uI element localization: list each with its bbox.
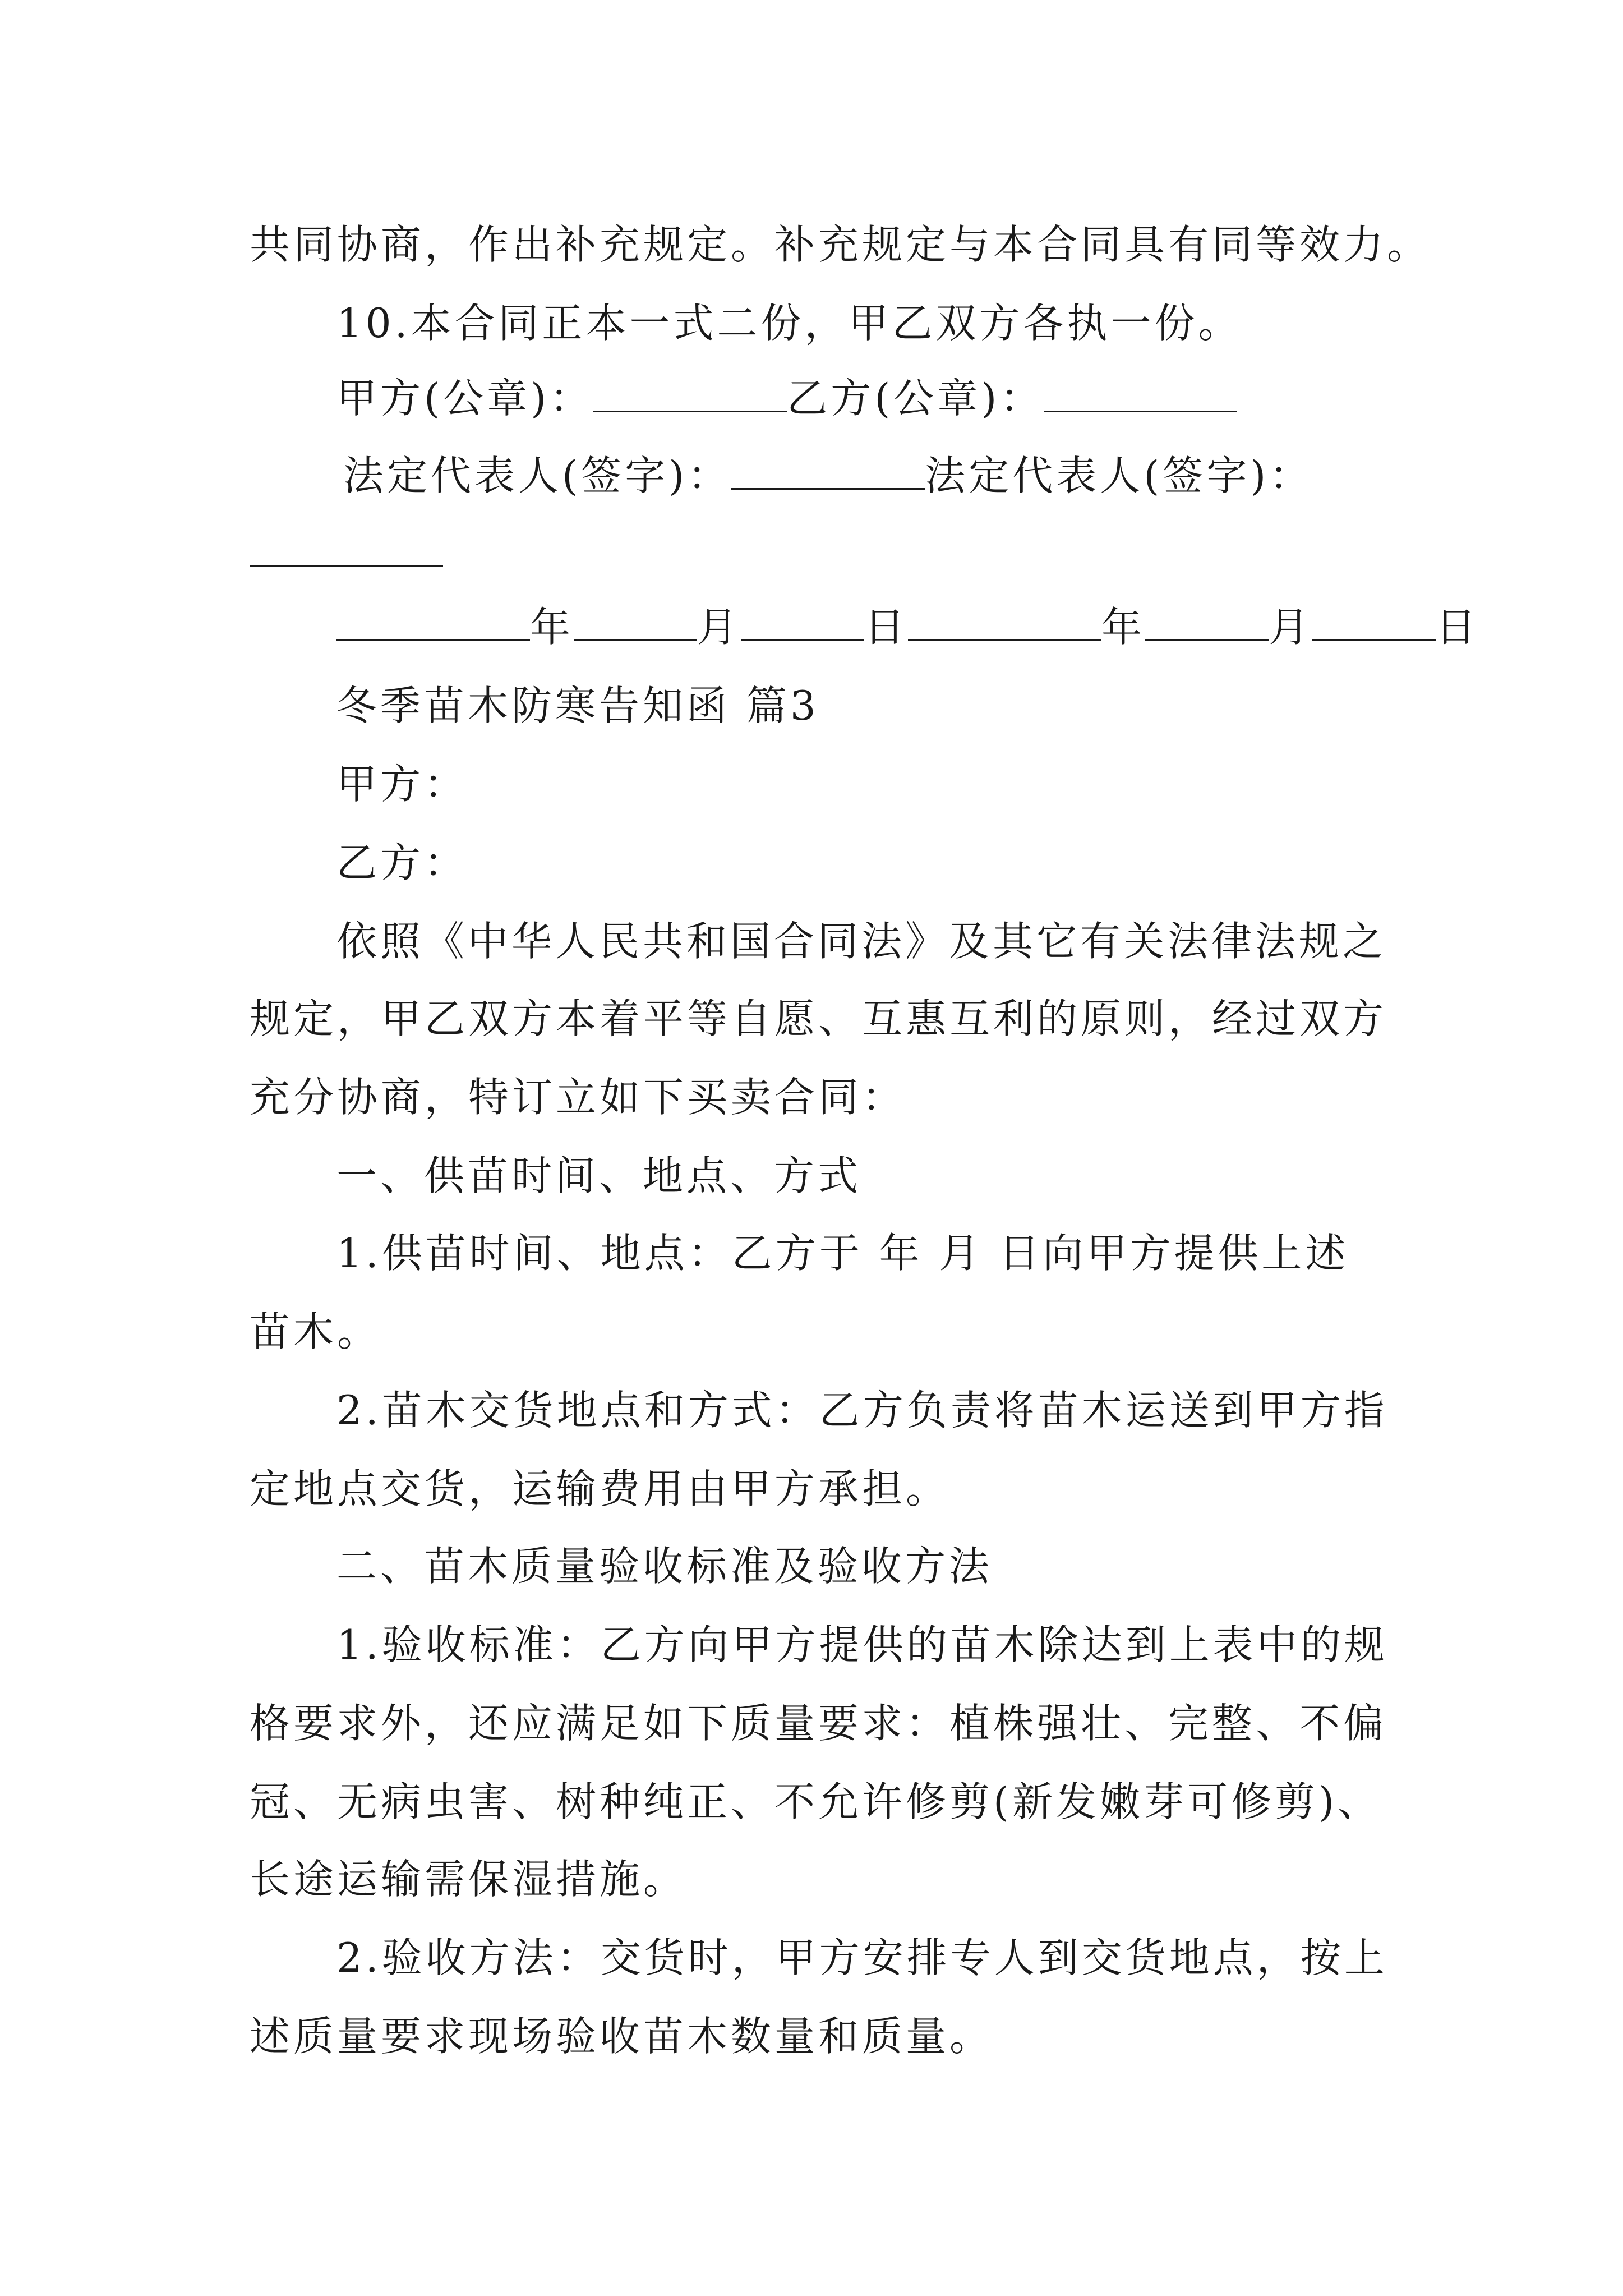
party-b-seal-label: 乙方(公章)： [787, 375, 1044, 422]
signature-line [343, 449, 1313, 503]
year-blank [336, 600, 530, 641]
seal-line [336, 371, 1237, 425]
party-a-seal-label: 甲方(公章)： [336, 375, 594, 422]
section-heading: 冬季苗木防寒告知函 篇3 [336, 682, 819, 729]
party-b-line: 乙方： [336, 839, 468, 886]
text-line: 苗木。 [250, 1308, 381, 1355]
day-label: 日 [864, 604, 909, 651]
party-b-rep-blank [250, 565, 443, 567]
text-line: 规定，甲乙双方本着平等自愿、互惠互利的原则，经过双方 [250, 995, 1387, 1042]
text-line: 述质量要求现场验收苗木数量和质量。 [250, 2013, 994, 2060]
text-line: 格要求外，还应满足如下质量要求：植株强壮、完整、不偏 [250, 1700, 1387, 1747]
text-line: 充分协商，特订立如下买卖合同： [250, 1074, 906, 1121]
year-blank [908, 600, 1101, 641]
year-label: 年 [1101, 604, 1146, 651]
date-line [336, 600, 1479, 654]
text-line: 1.验收标准：乙方向甲方提供的苗木除达到上表中的规 [336, 1621, 1388, 1668]
day-label: 日 [1436, 604, 1480, 651]
party-a-rep-label: 法定代表人(签字)： [343, 452, 732, 499]
month-blank [1145, 600, 1269, 641]
party-b-rep-label: 法定代表人(签字)： [925, 452, 1313, 499]
party-b-seal-blank [1044, 371, 1237, 412]
text-line: 共同协商，作出补充规定。补充规定与本合同具有同等效力。 [250, 221, 1431, 268]
clause-heading: 二、苗木质量验收标准及验收方法 [336, 1543, 993, 1590]
text-line: 1.供苗时间、地点：乙方于 年 月 日向甲方提供上述 [336, 1230, 1349, 1277]
month-label: 月 [697, 604, 741, 651]
text-line: 2.苗木交货地点和方式：乙方负责将苗木运送到甲方指 [336, 1387, 1388, 1434]
party-a-seal-blank [593, 371, 787, 412]
month-blank [574, 600, 697, 641]
text-line: 定地点交货，运输费用由甲方承担。 [250, 1465, 950, 1512]
day-blank [741, 600, 864, 641]
month-label: 月 [1269, 604, 1313, 651]
year-label: 年 [530, 604, 574, 651]
text-line: 冠、无病虫害、树种纯正、不允许修剪(新发嫩芽可修剪)、 [250, 1778, 1382, 1825]
text-line: 依照《中华人民共和国合同法》及其它有关法律法规之 [336, 918, 1387, 965]
party-a-line: 甲方： [336, 761, 468, 808]
party-a-rep-blank [731, 449, 925, 490]
day-blank [1312, 600, 1436, 641]
clause-heading: 一、供苗时间、地点、方式 [336, 1152, 862, 1199]
text-line: 10.本合同正本一式二份，甲乙双方各执一份。 [336, 300, 1242, 347]
text-line: 长途运输需保湿措施。 [250, 1856, 688, 1903]
text-line: 2.验收方法：交货时，甲方安排专人到交货地点，按上 [336, 1934, 1388, 1981]
